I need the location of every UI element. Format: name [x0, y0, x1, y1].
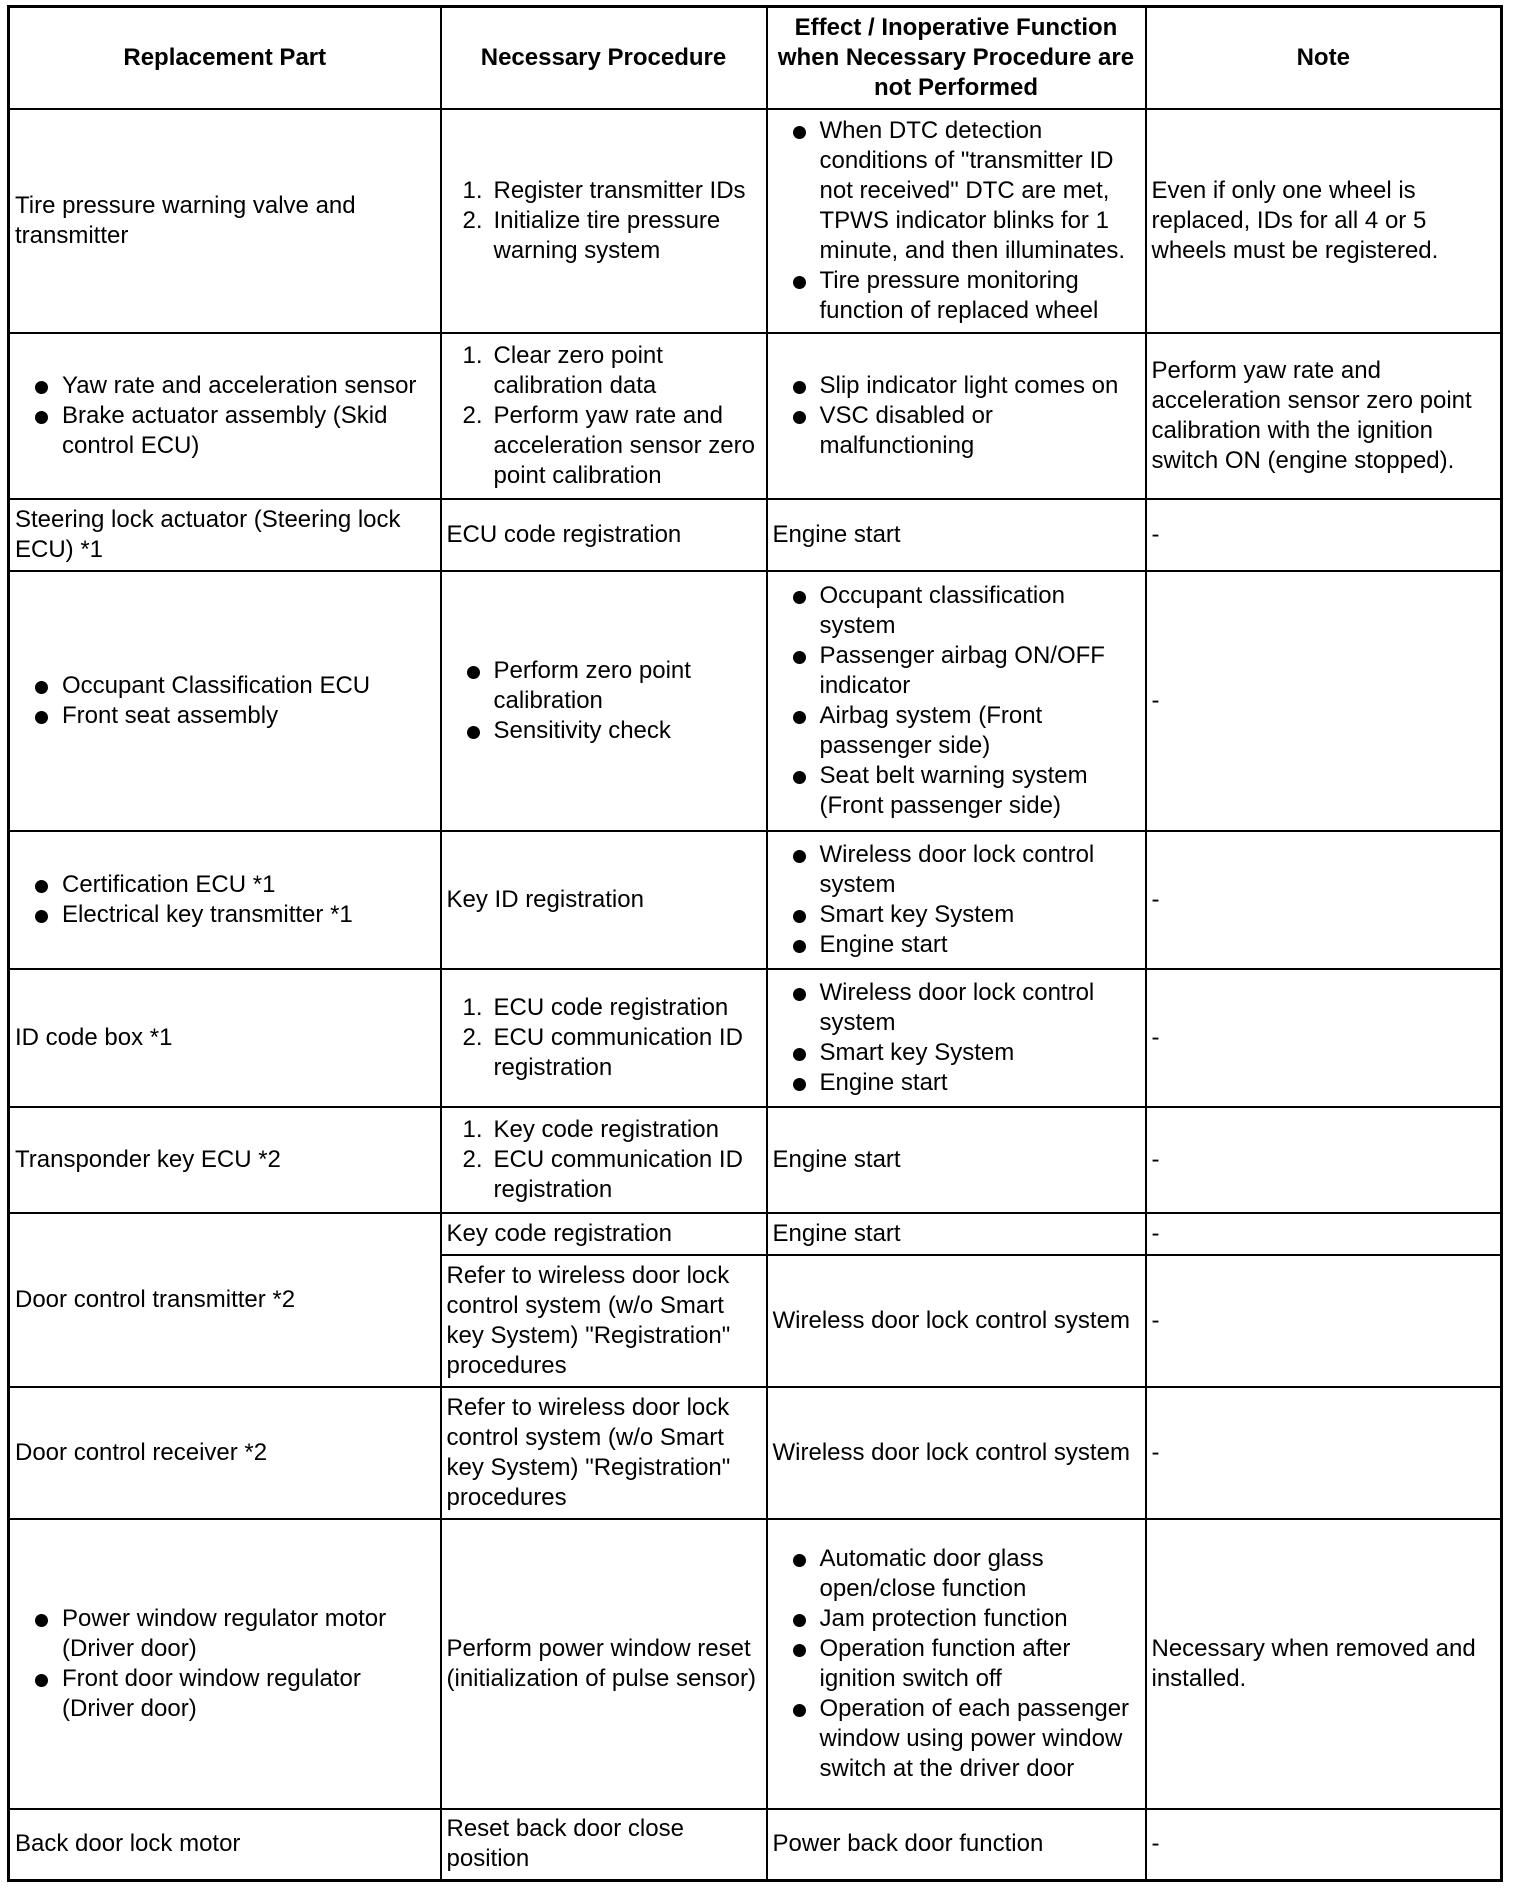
part-cell: ID code box *1 [9, 969, 441, 1107]
table-row [9, 1213, 1502, 1255]
procedure-cell [441, 109, 767, 333]
header-row [9, 7, 1502, 109]
part-item: Certification ECU *1 [15, 870, 435, 900]
procedure-item: Sensitivity check [447, 716, 761, 746]
procedure-cell [441, 1107, 767, 1213]
effect-item: Seat belt warning system (Front passenger side) [773, 761, 1140, 821]
effect-item: Smart key System [773, 1038, 1140, 1068]
effect-cell [767, 969, 1146, 1107]
procedure-cell: Refer to wireless door lock control system (w/o Smart key System) "Registration" procedures [441, 1255, 767, 1387]
effect-item: Engine start [773, 1068, 1140, 1098]
part-cell [9, 333, 441, 499]
note-cell: - [1146, 969, 1502, 1107]
header-replacement-part: Replacement Part [9, 7, 441, 109]
effect-item: Slip indicator light comes on [773, 371, 1140, 401]
header-necessary-procedure: Necessary Procedure [441, 7, 767, 109]
note-cell: - [1146, 1387, 1502, 1519]
effect-list [773, 371, 1140, 461]
effect-list [773, 840, 1140, 960]
procedure-step: 2. Perform yaw rate and acceleration sensor zero point calibration [462, 401, 755, 489]
procedure-cell: Reset back door close position [441, 1809, 767, 1881]
part-item: Yaw rate and acceleration sensor [15, 371, 435, 401]
effect-item: Wireless door lock control system [773, 840, 1140, 900]
effect-item: Passenger airbag ON/OFF indicator [773, 641, 1140, 701]
effect-cell: Engine start [767, 499, 1146, 571]
procedure-steps [447, 341, 761, 491]
table-row [9, 333, 1502, 499]
procedure-steps [447, 993, 761, 1083]
procedure-cell: Refer to wireless door lock control system (w/o Smart key System) "Registration" procedures [441, 1387, 767, 1519]
note-cell: - [1146, 1255, 1502, 1387]
effect-item: Operation of each passenger window using power window switch at the driver door [773, 1694, 1140, 1784]
effect-cell [767, 1519, 1146, 1809]
table-row [9, 1519, 1502, 1809]
table-row [9, 1387, 1502, 1519]
procedure-step: 2. ECU communication ID registration [462, 1023, 743, 1081]
header-effect: Effect / Inoperative Function when Necessary Procedure are not Performed [767, 7, 1146, 109]
part-item: Occupant Classification ECU [15, 671, 435, 701]
part-list [15, 870, 435, 930]
procedure-steps [447, 1115, 761, 1205]
table-row [9, 571, 1502, 831]
note-cell: - [1146, 831, 1502, 969]
procedure-steps [447, 176, 761, 266]
part-list [15, 371, 435, 461]
table-row [9, 109, 1502, 333]
table-row [9, 499, 1502, 571]
procedure-cell: Perform power window reset (initialization of pulse sensor) [441, 1519, 767, 1809]
part-cell: Tire pressure warning valve and transmitter [9, 109, 441, 333]
part-cell: Back door lock motor [9, 1809, 441, 1881]
header-note: Note [1146, 7, 1502, 109]
effect-list [773, 581, 1140, 821]
part-cell: Steering lock actuator (Steering lock ECU) *1 [9, 499, 441, 571]
part-item: Front seat assembly [15, 701, 435, 731]
effect-item: Wireless door lock control system [773, 978, 1140, 1038]
procedure-cell: ECU code registration [441, 499, 767, 571]
part-cell: Door control receiver *2 [9, 1387, 441, 1519]
effect-list [773, 978, 1140, 1098]
note-cell: Perform yaw rate and acceleration sensor zero point calibration with the ignition switch ON (engine stopped). [1146, 333, 1502, 499]
part-cell: Transponder key ECU *2 [9, 1107, 441, 1213]
effect-item: Smart key System [773, 900, 1140, 930]
note-cell: - [1146, 1809, 1502, 1881]
procedure-step: 1. Clear zero point calibration data [462, 341, 663, 399]
effect-cell [767, 333, 1146, 499]
note-cell: Necessary when removed and installed. [1146, 1519, 1502, 1809]
note-cell: Even if only one wheel is replaced, IDs for all 4 or 5 wheels must be registered. [1146, 109, 1502, 333]
effect-list [773, 116, 1140, 326]
procedure-cell [441, 571, 767, 831]
procedure-cell [441, 969, 767, 1107]
effect-item: Jam protection function [773, 1604, 1140, 1634]
effect-list [773, 1544, 1140, 1784]
part-cell [9, 1519, 441, 1809]
procedure-step: 2. ECU communication ID registration [462, 1145, 743, 1203]
procedure-step: 1. Register transmitter IDs [462, 176, 746, 204]
procedure-cell: Key ID registration [441, 831, 767, 969]
note-cell: - [1146, 1213, 1502, 1255]
procedure-cell: Key code registration [441, 1213, 767, 1255]
replacement-procedure-table [7, 5, 1503, 1882]
effect-cell: Engine start [767, 1213, 1146, 1255]
table-row [9, 831, 1502, 969]
effect-item: Automatic door glass open/close function [773, 1544, 1140, 1604]
procedure-step: 1. ECU code registration [462, 993, 729, 1021]
effect-cell [767, 831, 1146, 969]
procedure-list [447, 656, 761, 746]
effect-item: VSC disabled or malfunctioning [773, 401, 1140, 461]
effect-item: Airbag system (Front passenger side) [773, 701, 1140, 761]
part-cell: Door control transmitter *2 [9, 1213, 441, 1387]
effect-cell [767, 571, 1146, 831]
procedure-step: 2. Initialize tire pressure warning system [462, 206, 721, 264]
note-cell: - [1146, 571, 1502, 831]
effect-item: Engine start [773, 930, 1140, 960]
part-item: Front door window regulator (Driver door) [15, 1664, 435, 1724]
table-row [9, 969, 1502, 1107]
part-cell [9, 831, 441, 969]
table-row [9, 1107, 1502, 1213]
procedure-step: 1. Key code registration [462, 1115, 719, 1143]
part-item: Power window regulator motor (Driver door) [15, 1604, 435, 1664]
part-list [15, 1604, 435, 1724]
part-list [15, 671, 435, 731]
procedure-cell [441, 333, 767, 499]
effect-item: Operation function after ignition switch off [773, 1634, 1140, 1694]
part-item: Electrical key transmitter *1 [15, 900, 435, 930]
note-cell: - [1146, 1107, 1502, 1213]
effect-item: When DTC detection conditions of "transmitter ID not received" DTC are met, TPWS indicator blinks for 1 minute, and then illuminates. [773, 116, 1140, 266]
effect-item: Occupant classification system [773, 581, 1140, 641]
part-cell [9, 571, 441, 831]
effect-cell: Wireless door lock control system [767, 1387, 1146, 1519]
effect-cell [767, 109, 1146, 333]
part-item: Brake actuator assembly (Skid control ECU) [15, 401, 435, 461]
effect-cell: Power back door function [767, 1809, 1146, 1881]
note-cell: - [1146, 499, 1502, 571]
effect-cell: Engine start [767, 1107, 1146, 1213]
effect-cell: Wireless door lock control system [767, 1255, 1146, 1387]
table-row [9, 1809, 1502, 1881]
effect-item: Tire pressure monitoring function of replaced wheel [773, 266, 1140, 326]
procedure-item: Perform zero point calibration [447, 656, 761, 716]
